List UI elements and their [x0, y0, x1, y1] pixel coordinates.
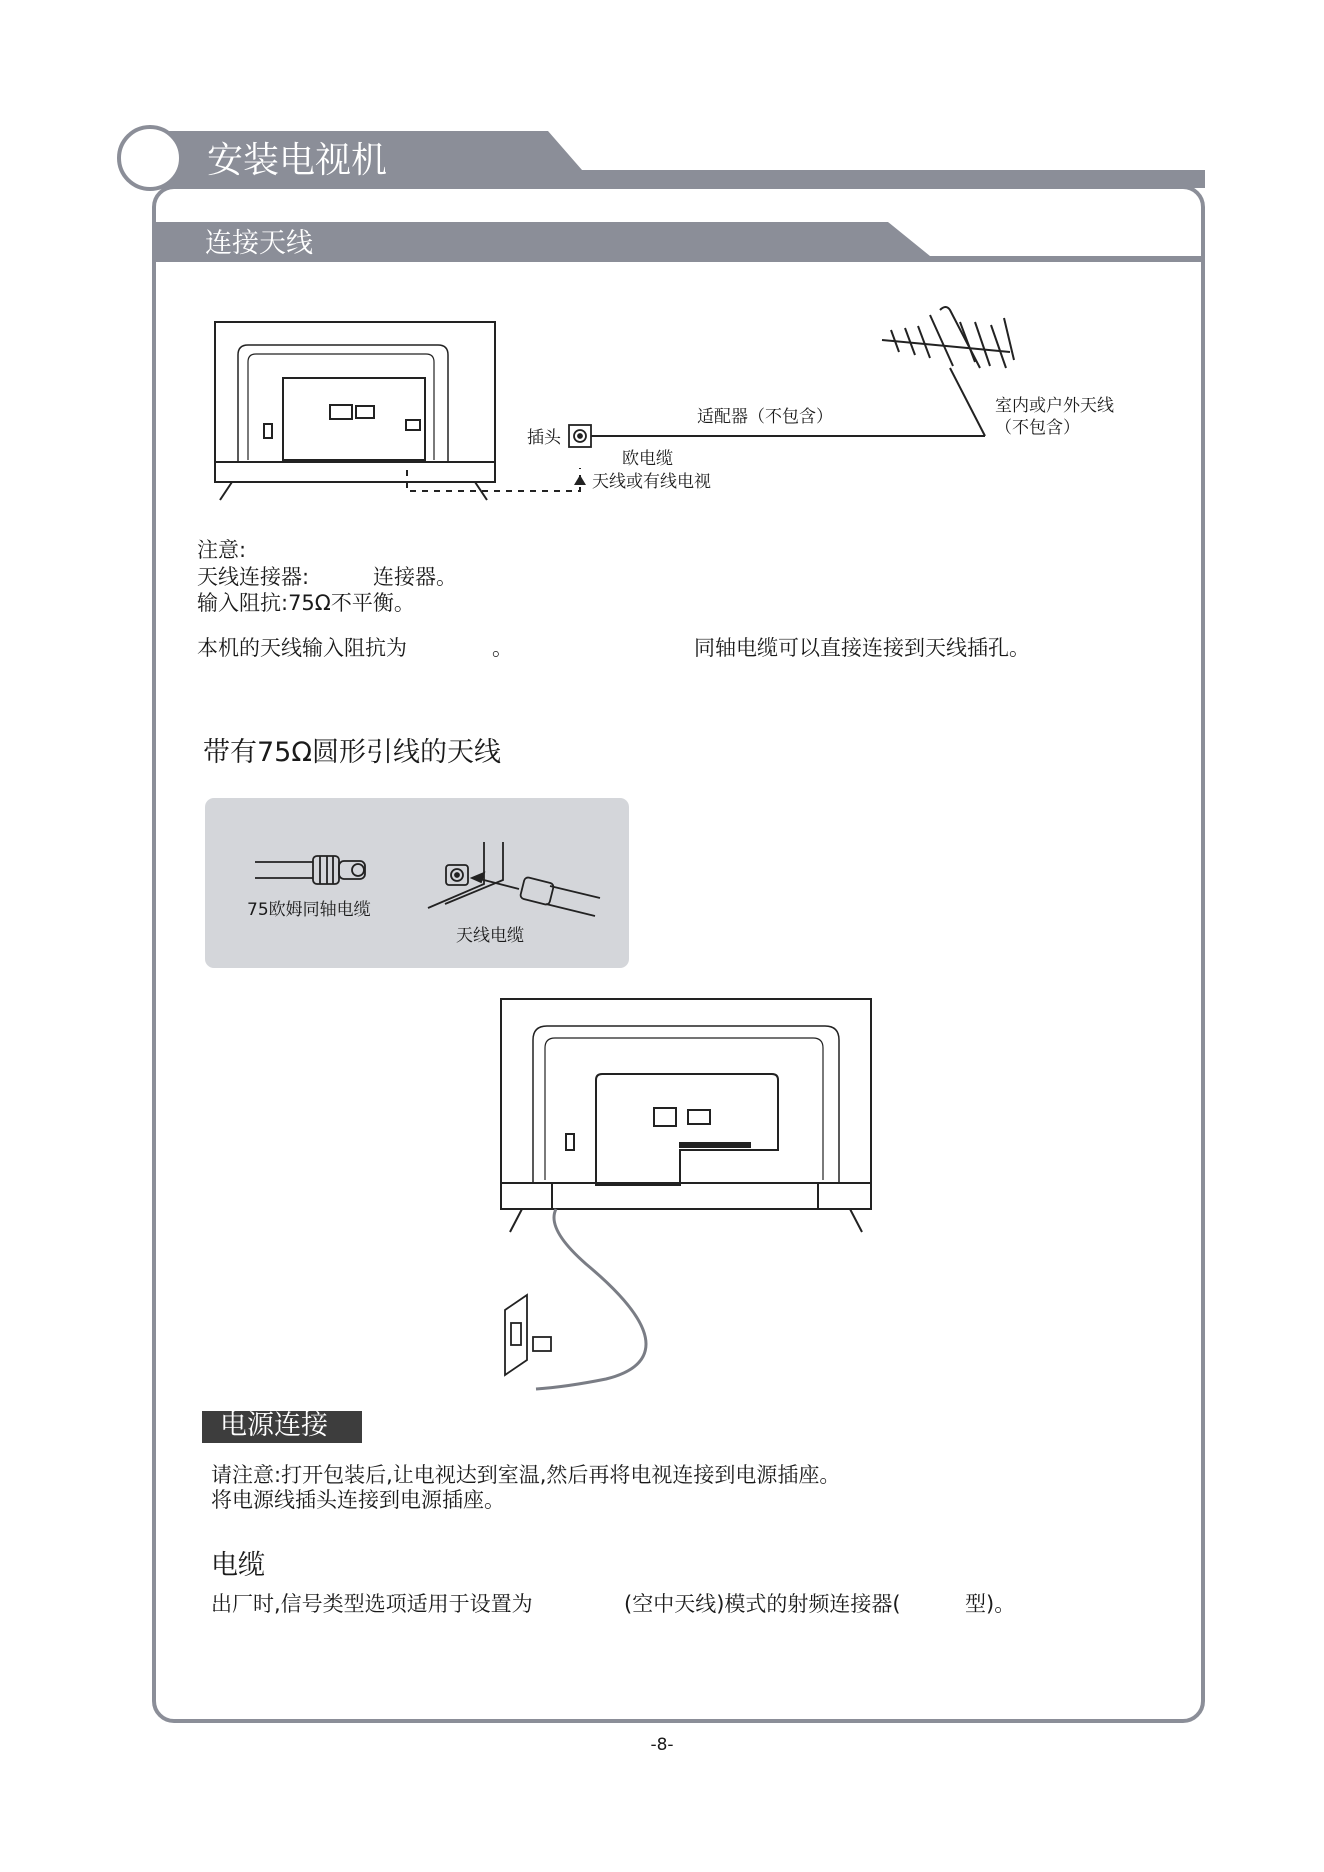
power-section-title: 电源连接 — [220, 1410, 328, 1441]
wall-outlet-icon — [505, 1295, 551, 1375]
cable-label-line2: 天线或有线电视 — [592, 472, 711, 492]
round-lead-heading: 带有75Ω圆形引线的天线 — [203, 737, 501, 768]
cable-label-line1: 欧电缆 — [622, 449, 673, 469]
cable-text-part3: 型)。 — [965, 1592, 1016, 1616]
impedance-body-dot: 。 — [492, 636, 513, 660]
antenna-label-line1: 室内或户外天线 — [995, 396, 1114, 416]
power-cord — [536, 1209, 646, 1389]
power-note-line1: 请注意:打开包装后,让电视达到室温,然后再将电视连接到电源插座。 — [211, 1463, 841, 1487]
impedance-note: 输入阻抗:75Ω不平衡。 — [197, 591, 415, 615]
coax-cable-label: 75欧姆同轴电缆 — [247, 900, 371, 920]
subsection-title: 连接天线 — [205, 228, 313, 259]
impedance-body-prefix: 本机的天线输入阻抗为 — [197, 636, 407, 660]
cable-text-part2: (空中天线)模式的射频连接器( — [624, 1592, 901, 1616]
page-number: -8- — [650, 1735, 674, 1755]
adapter-label: 适配器（不包含） — [697, 407, 833, 427]
cable-heading: 电缆 — [211, 1550, 265, 1581]
section-title: 安装电视机 — [207, 140, 388, 181]
antenna-label-line2: （不包含） — [995, 418, 1080, 438]
connector-prefix: 天线连接器: — [197, 565, 310, 589]
plug-label: 插头 — [527, 428, 561, 448]
cable-text-part1: 出厂时,信号类型选项适用于设置为 — [211, 1592, 533, 1616]
connector-suffix: 连接器。 — [373, 565, 457, 589]
power-note-line2: 将电源线插头连接到电源插座。 — [211, 1488, 505, 1512]
notes-heading: 注意: — [197, 538, 247, 562]
impedance-body-suffix: 同轴电缆可以直接连接到天线插孔。 — [694, 636, 1030, 660]
antenna-cable-label: 天线电缆 — [456, 926, 524, 946]
